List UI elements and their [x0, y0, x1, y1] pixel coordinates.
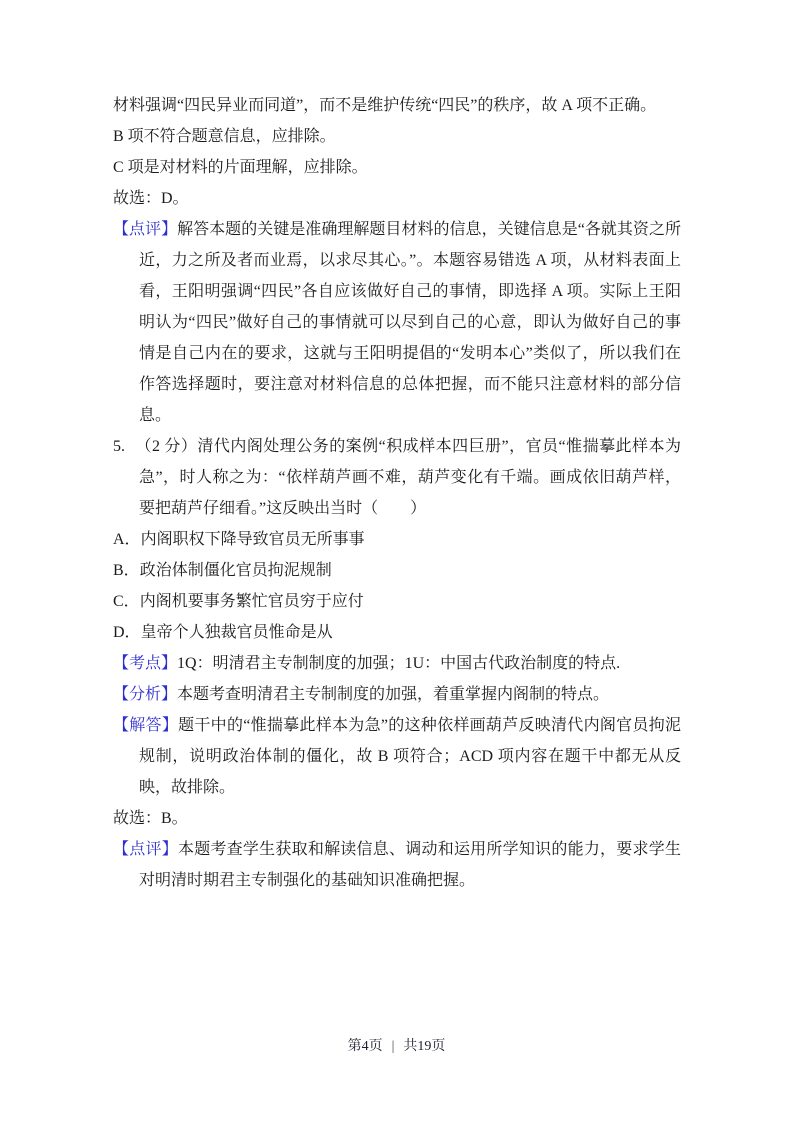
footer-total-pages: 共19页	[403, 1039, 446, 1054]
answer-explanation-line-a: 材料强调“四民异业而同道”，而不是维护传统“四民”的秩序，故 A 项不正确。	[113, 97, 657, 114]
comment-text-q5: 本题考查学生获取和解读信息、调动和运用所学知识的能力，要求学生对明清时期君主专制强化的基础知识准确把握。	[139, 841, 681, 889]
option-c-text: 内阁机要事务繁忙官员穷于应付	[139, 593, 364, 610]
option-d-text: 皇帝个人独裁官员惟命是从	[140, 624, 333, 641]
option-a-text: 内阁职权下降导致官员无所事事	[140, 531, 365, 548]
answer-selected-d: 故选：D。	[113, 190, 189, 207]
option-b-text: 政治体制僵化官员拘泥规制	[139, 562, 332, 579]
comment-paragraph-q5	[113, 834, 681, 896]
answer-selected-b: 故选：B。	[113, 810, 188, 827]
comment-paragraph-q4	[113, 214, 681, 431]
answer-explanation-line-b: B 项不符合题意信息，应排除。	[113, 128, 336, 145]
option-c-key: C．	[113, 593, 140, 610]
option-b-key: B．	[113, 562, 140, 579]
question-5-option-b	[113, 555, 681, 586]
question-5-number: 5.	[113, 438, 125, 455]
question-5-option-d	[113, 617, 681, 648]
comment-label-q5: 【点评】	[113, 841, 178, 858]
answer-explanation-line-c: C 项是对材料的片面理解，应排除。	[113, 159, 368, 176]
footer-page-number: 第4页	[347, 1039, 383, 1054]
question-5-option-c	[113, 586, 681, 617]
exam-point-text: 1Q：明清君主专制制度的加强；1U：中国古代政治制度的特点.	[177, 655, 621, 672]
page-content	[113, 90, 681, 896]
comment-label: 【点评】	[113, 221, 178, 238]
comment-text: 解答本题的关键是准确理解题目材料的信息，关键信息是“各就其资之所近，力之所及者而业焉，以求尽其心。”。本题容易错选 A 项，从材料表面上看，王阳明强调“四民”各自应该做好自己的事情，即选择 A 项。实际上王阳明认为“四民”做好自己的事情就可以尽到自己的心意，即认为做好自己的事情是自己内在的要求，这就与王阳明提倡的“发明本心”类似了，所以我们在作答选择题时，要注意对材料信息的总体把握，而不能只注意材料的部分信息。	[139, 221, 681, 424]
answer-text: 题干中的“惟揣摹此样本为急”的这种依样画葫芦反映清代内阁官员拘泥规制，说明政治体制的僵化，故 B 项符合；ACD 项内容在题干中都无从反映，故排除。	[139, 717, 681, 796]
answer-label: 【解答】	[113, 717, 179, 734]
analysis-paragraph	[113, 679, 681, 710]
answer-paragraph	[113, 710, 681, 803]
question-5-option-a	[113, 524, 681, 555]
question-5-stem-text: （2 分）清代内阁处理公务的案例“积成样本四巨册”，官员“惟揣摹此样本为急”，时人称之为：“依样葫芦画不难，葫芦变化有千端。画成依旧葫芦样，要把葫芦仔细看。”这反映出当时（ ）	[135, 438, 681, 517]
footer-separator: |	[391, 1039, 395, 1054]
exam-point-label: 【考点】	[113, 655, 178, 672]
analysis-label: 【分析】	[113, 686, 178, 703]
analysis-text: 本题考查明清君主专制制度的加强，着重掌握内阁制的特点。	[177, 686, 610, 703]
option-d-key: D．	[113, 624, 141, 641]
exam-point-paragraph	[113, 648, 681, 679]
page-footer	[0, 1032, 793, 1062]
option-a-key: A．	[113, 531, 141, 548]
question-5-stem	[113, 431, 681, 524]
